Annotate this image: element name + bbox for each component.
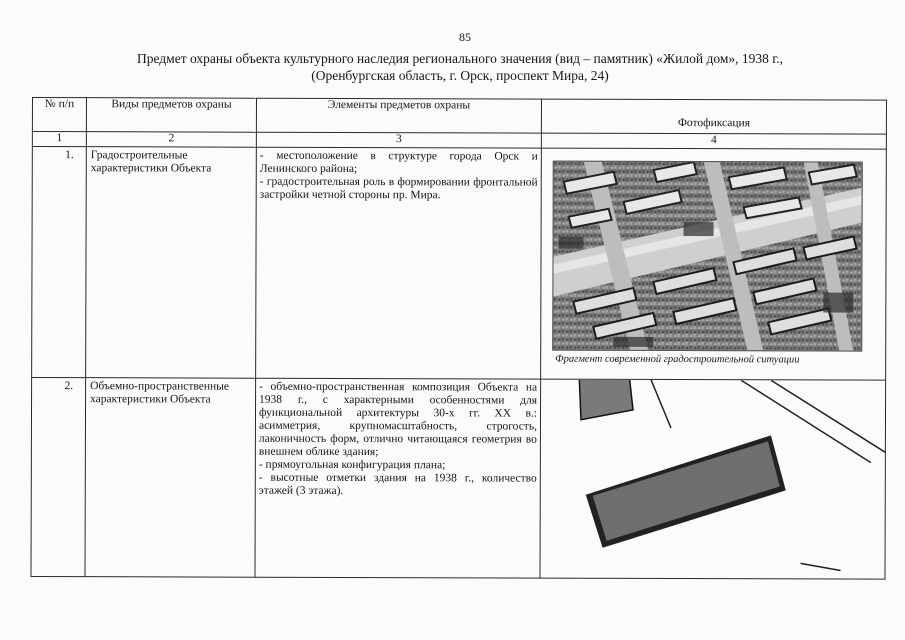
row-protection-type: Объемно-пространственные характеристики Объекта — [85, 378, 256, 578]
element-item: - градостроительная роль в формировании фронтальной застройки четной стороны пр. Мира. — [259, 175, 538, 202]
header-elements: Элементы предметов охраны — [256, 98, 541, 133]
column-number: 4 — [541, 133, 886, 149]
header-num: № п/п — [32, 98, 86, 132]
header-photo: Фотофиксация — [541, 99, 886, 134]
element-item: - местоположение в структуре города Орск и Ленинского района; — [259, 149, 538, 176]
table-row — [32, 147, 887, 381]
site-plan-drawing — [540, 380, 886, 581]
element-item: - прямоугольная конфигурация плана; — [258, 458, 446, 472]
element-item: - высотные отметки здания на 1938 г., количество этажей (3 этажа). — [258, 471, 537, 497]
document-title — [60, 50, 860, 84]
row-photo-cell — [540, 379, 886, 579]
table-header-row — [32, 98, 886, 135]
row-number: 1. — [32, 147, 87, 378]
row-protection-elements — [256, 147, 542, 379]
protection-table — [30, 97, 887, 580]
header-type: Виды предметов охраны — [86, 98, 256, 133]
column-number: 1 — [32, 132, 86, 147]
row-protection-type: Градостроительные характеристики Объекта — [86, 147, 257, 379]
column-number: 3 — [256, 132, 541, 148]
element-item: - объемно-пространственная композиция Объекта на 1938 г., с характерными особенностями для функциональной архитектуры 30-х гг. XX в.: асимметрия, крупномасштабность, строгость, лаконичность форм, отлично читающаяся геометрия во внешнем облике здания; — [258, 380, 538, 459]
row-number: 2. — [31, 378, 86, 577]
title-line-1: Предмет охраны объекта культурного наследия регионального значения (вид – памятник) «Жилой дом», 1938 г., — [136, 51, 784, 66]
table-row — [31, 378, 886, 580]
aerial-photo — [552, 161, 863, 352]
row-protection-elements — [255, 378, 541, 578]
column-number: 2 — [86, 132, 256, 148]
title-line-2: (Оренбургская область, г. Орск, проспект Мира, 24) — [311, 68, 609, 83]
photo-caption: Фрагмент современной градостроительной ситуации — [555, 353, 800, 366]
page-number: 85 — [459, 30, 471, 44]
row-photo-cell — [541, 148, 887, 380]
